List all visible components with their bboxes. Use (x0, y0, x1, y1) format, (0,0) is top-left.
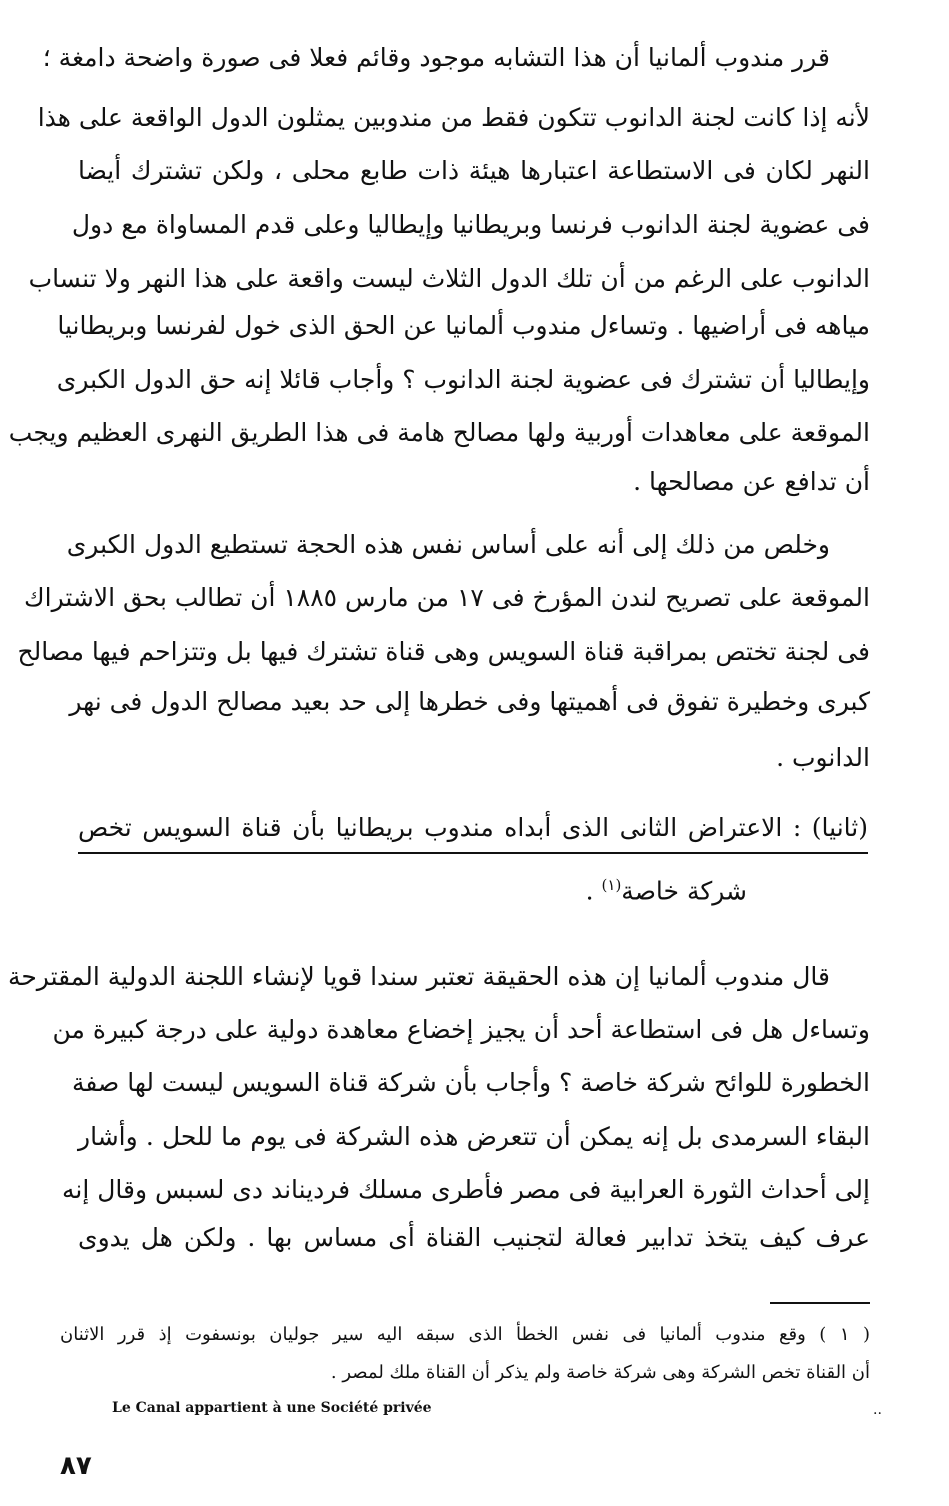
text-line: فى عضوية لجنة الدانوب فرنسا وبريطانيا وإيطاليا وعلى قدم المساواة مع دول (71, 210, 870, 239)
footnote-line-2: أن القناة تخص الشركة وهى شركة خاصة ولم يذكر أن القناة ملك لمصر . (330, 1362, 870, 1383)
text-line: لأنه إذا كانت لجنة الدانوب تتكون فقط من مندوبين يمثلون الدول الواقعة على هذا (37, 103, 870, 132)
text-line: إلى أحداث الثورة العرابية فى مصر فأطرى مسلك فرديناند دى لسبس وقال إنه (62, 1175, 870, 1204)
text-line: الخطورة للوائح شركة خاصة ؟ وأجاب بأن شركة قناة السويس ليست لها صفة (72, 1068, 870, 1097)
footnote-reference: (١) (601, 876, 622, 894)
text-line: فى لجنة تختص بمراقبة قناة السويس وهى قناة تشترك فيها بل وتتزاحم فيها مصالح (17, 637, 870, 666)
footnote-dots: .. (873, 1402, 882, 1418)
text-line: الموقعة على تصريح لندن المؤرخ فى ١٧ من مارس ١٨٨٥ أن تطالب بحق الاشتراك (24, 583, 870, 612)
text-line: عرف كيف يتخذ تدابير فعالة لتجنيب القناة أى مساس بها . ولكن هل يدوى (78, 1223, 870, 1252)
text-line: الدانوب على الرغم من أن تلك الدول الثلاث ليست واقعة على هذا النهر ولا تنساب (28, 264, 870, 293)
heading-line-1: (ثانيا) : الاعتراض الثانى الذى أبداه مندوب بريطانيا بأن قناة السويس تخص (78, 813, 868, 842)
footnote-latin-quote: Le Canal appartient à une Société privée (112, 1400, 432, 1416)
footnote-line-1: ( ١ ) وقع مندوب ألمانيا فى نفس الخطأ الذى سبقه اليه سير جوليان بونسفوت إذ قرر الاثنان (60, 1324, 870, 1345)
text-line: وتساءل هل فى استطاعة أحد أن يجيز إخضاع معاهدة دولية على درجة كبيرة من (52, 1015, 870, 1044)
text-line: أن تدافع عن مصالحها . (633, 467, 870, 496)
text-line: الموقعة على معاهدات أوربية ولها مصالح هامة فى هذا الطريق النهرى العظيم ويجب (8, 418, 870, 447)
text-line: وإيطاليا أن تشترك فى عضوية لجنة الدانوب ؟ وأجاب قائلا إنه حق الدول الكبرى (56, 365, 870, 394)
footnote-separator (770, 1302, 870, 1304)
text-line: وخلص من ذلك إلى أنه على أساس نفس هذه الحجة تستطيع الدول الكبرى (66, 530, 830, 559)
text-line: قرر مندوب ألمانيا أن هذا التشابه موجود وقائم فعلا فى صورة واضحة دامغة ؛ (42, 43, 830, 72)
heading-underline (78, 852, 868, 854)
text-line: البقاء السرمدى بل إنه يمكن أن تتعرض هذه الشركة فى يوم ما للحل . وأشار (78, 1122, 870, 1151)
text-line: مياهه فى أراضيها . وتساءل مندوب ألمانيا عن الحق الذى خول لفرنسا وبريطانيا (57, 311, 870, 340)
page-number: ٨٧ (60, 1451, 92, 1481)
heading-line-2: شركة خاصة$^{(١)}$ . (585, 876, 747, 906)
text-line: الدانوب . (776, 743, 870, 772)
text-line: كبرى وخطيرة تفوق فى أهميتها وفى خطرها إلى حد بعيد مصالح الدول فى نهر (69, 687, 870, 716)
text-line: النهر لكان فى الاستطاعة اعتبارها هيئة ذات طابع محلى ، ولكن تشترك أيضا (78, 156, 870, 185)
text-line: قال مندوب ألمانيا إن هذه الحقيقة تعتبر سندا قويا لإنشاء اللجنة الدولية المقترحة (7, 962, 830, 991)
